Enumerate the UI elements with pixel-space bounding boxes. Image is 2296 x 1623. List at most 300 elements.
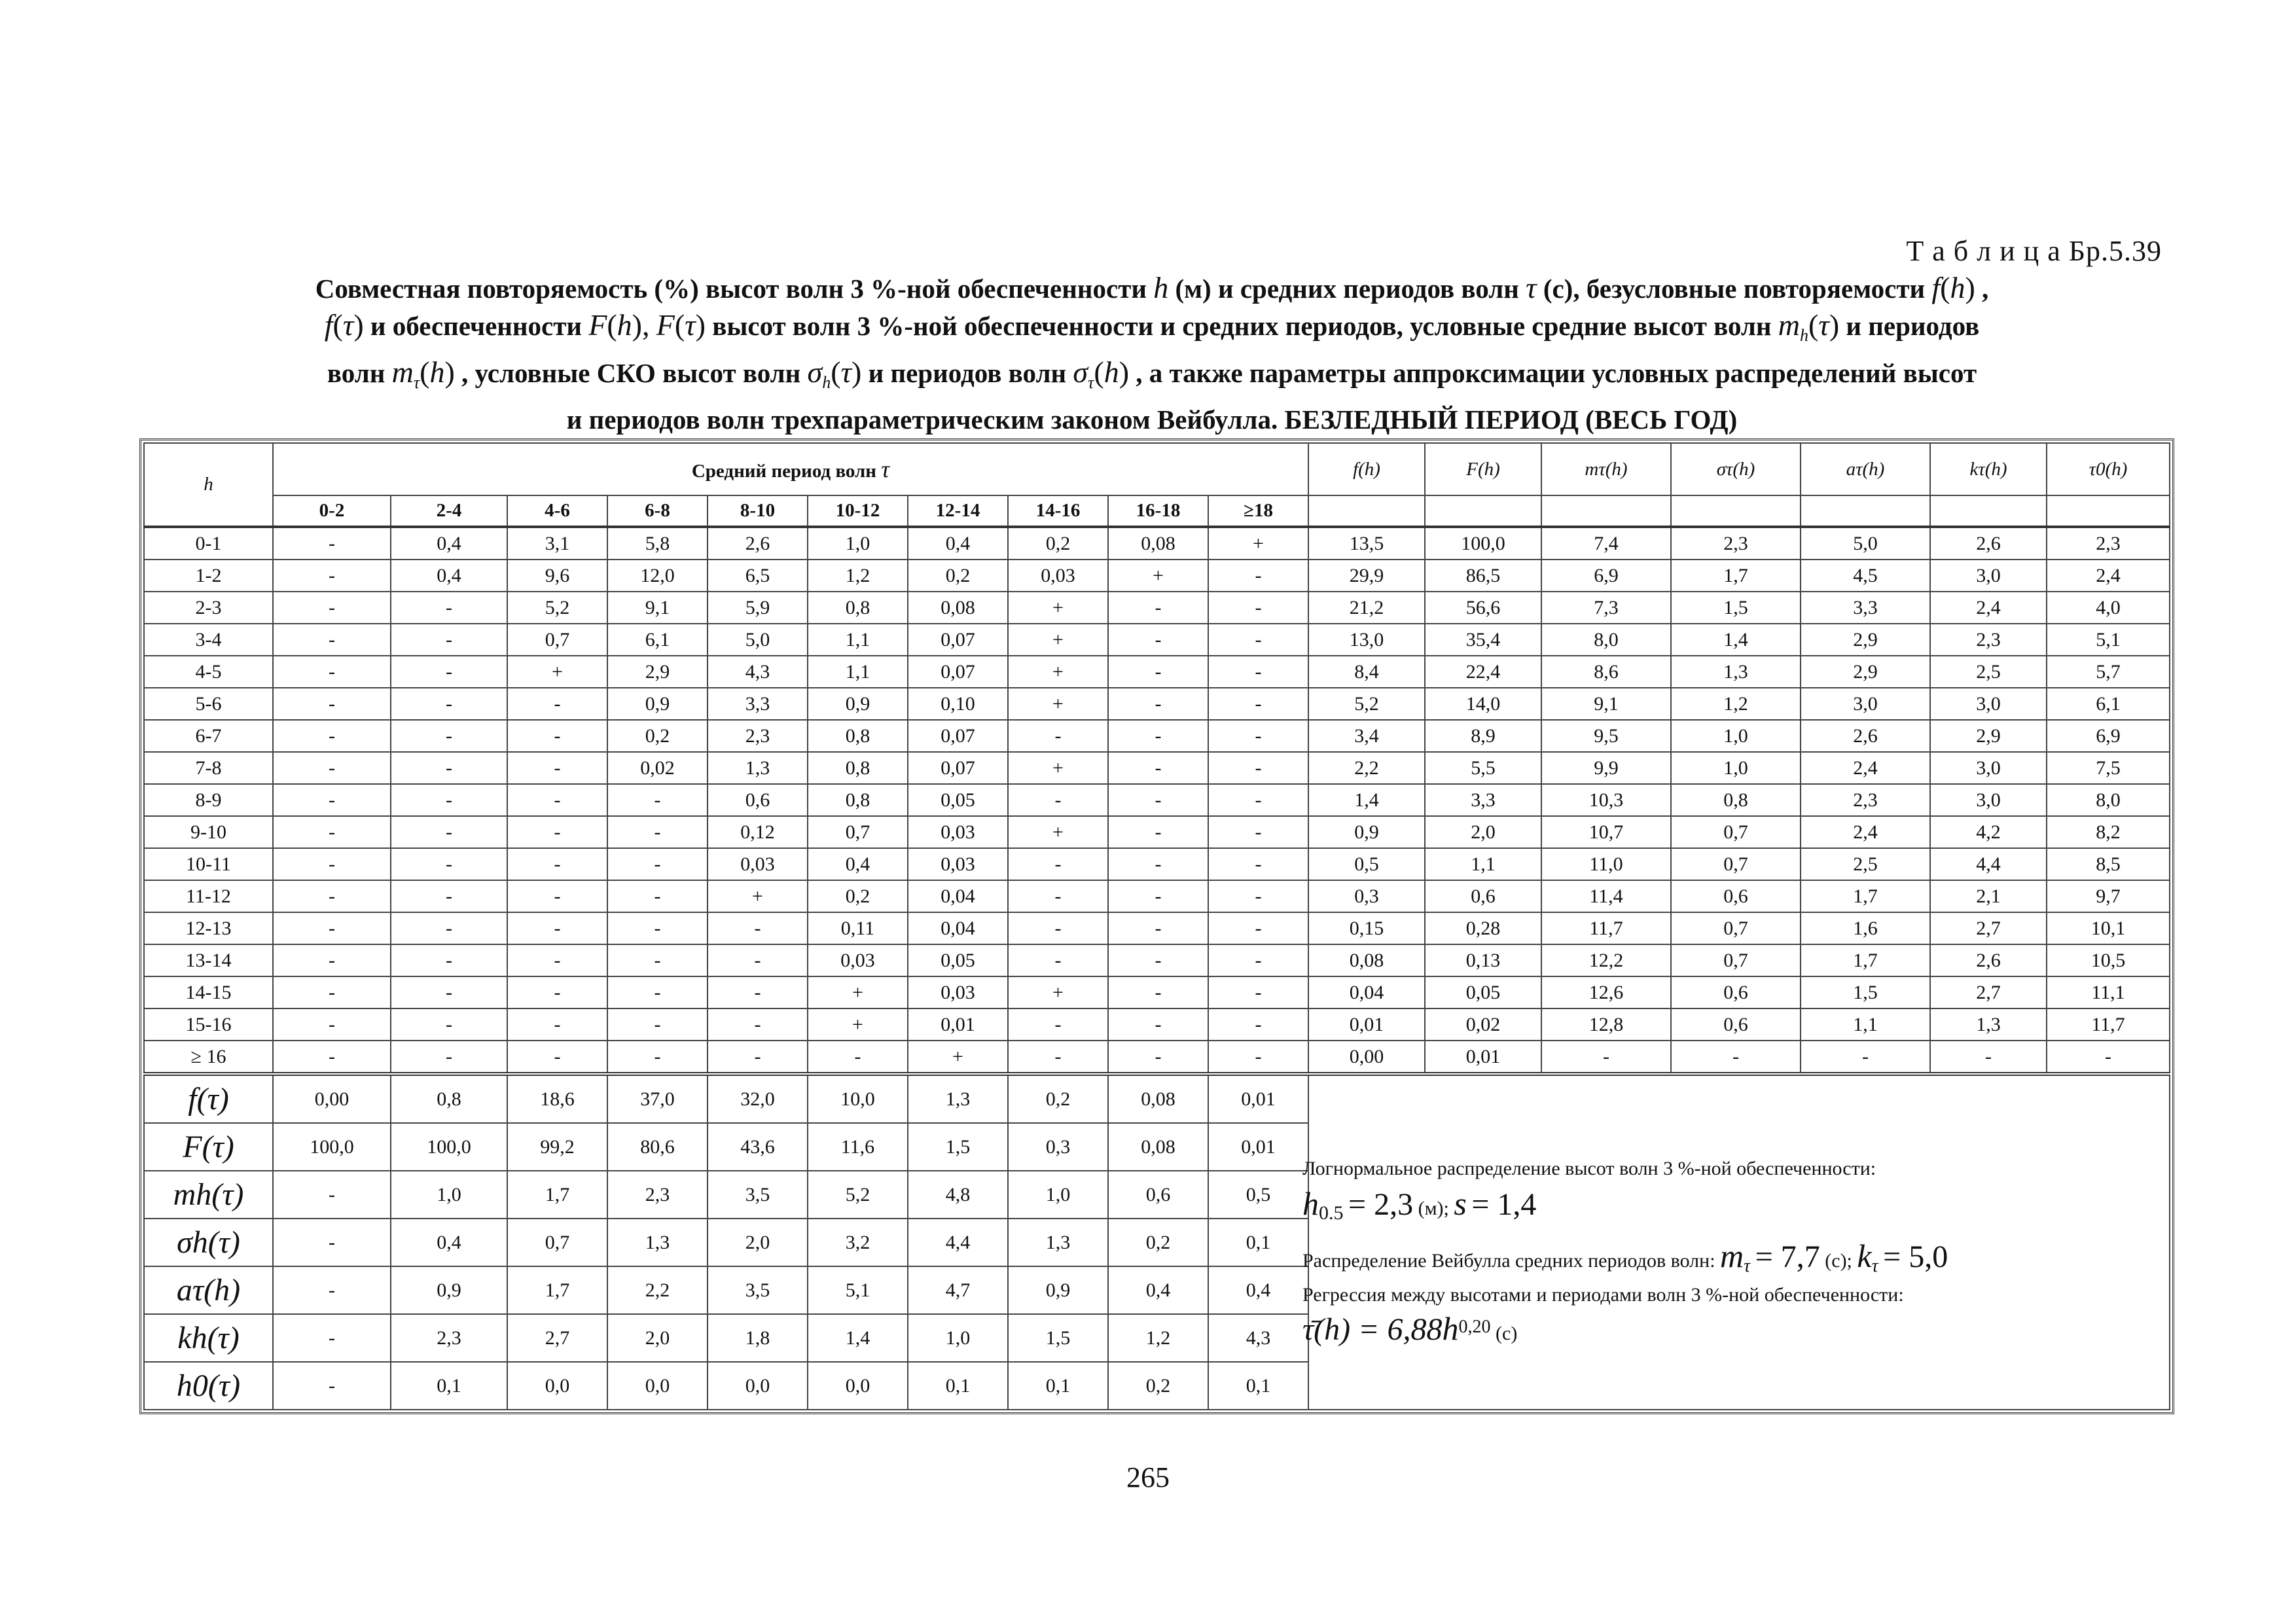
stat-cell: 11,4 [1541, 880, 1671, 912]
freq-cell: - [507, 1041, 607, 1074]
symbol-f-h: f [1931, 271, 1941, 304]
row-h-label: 5-6 [144, 688, 273, 720]
symbol-tau: τ [1526, 271, 1537, 304]
stat-cell: 5,0 [1801, 527, 1930, 560]
stat-cell: 9,9 [1541, 752, 1671, 784]
summary-cell: 4,7 [908, 1266, 1008, 1314]
period-col-4: 8-10 [708, 495, 808, 527]
freq-cell: 12,0 [607, 560, 708, 592]
stat-cell: 2,1 [1930, 880, 2047, 912]
stat-cell: 3,0 [1801, 688, 1930, 720]
distribution-parameters [1302, 1079, 2147, 1419]
summary-cell: 0,00 [273, 1074, 391, 1123]
freq-cell: + [708, 880, 808, 912]
summary-cell: 80,6 [607, 1123, 708, 1171]
freq-cell: - [507, 912, 607, 944]
freq-cell: - [273, 560, 391, 592]
stat-cell: 2,7 [1930, 976, 2047, 1008]
row-h-label: 3-4 [144, 624, 273, 656]
summary-cell: 0,9 [391, 1266, 507, 1314]
freq-cell: 1,1 [808, 656, 908, 688]
freq-cell: - [391, 1008, 507, 1041]
freq-cell: - [708, 1008, 808, 1041]
freq-cell: - [273, 527, 391, 560]
freq-cell: - [708, 976, 808, 1008]
freq-cell: - [1108, 816, 1208, 848]
summary-cell: 1,2 [1108, 1314, 1208, 1362]
stat-cell: 2,6 [1801, 720, 1930, 752]
freq-cell: - [1108, 624, 1208, 656]
freq-cell: - [607, 912, 708, 944]
stat-header-blank [1308, 495, 1425, 527]
summary-cell: 0,1 [1208, 1362, 1308, 1410]
freq-cell: - [507, 944, 607, 976]
stat-cell: - [1541, 1041, 1671, 1074]
summary-cell: - [273, 1219, 391, 1266]
stat-cell: 3,0 [1930, 688, 2047, 720]
summary-cell: 0,1 [1008, 1362, 1108, 1410]
freq-cell: - [391, 752, 507, 784]
summary-cell: 3,5 [708, 1171, 808, 1219]
table-row [144, 592, 2170, 624]
stat-cell: 3,0 [1930, 784, 2047, 816]
summary-cell: - [273, 1362, 391, 1410]
freq-cell: 0,2 [908, 560, 1008, 592]
summary-cell: 4,4 [908, 1219, 1008, 1266]
stat-cell: 0,3 [1308, 880, 1425, 912]
summary-cell: 0,9 [1008, 1266, 1108, 1314]
summary-cell: 1,4 [808, 1314, 908, 1362]
stat-cell: 11,7 [1541, 912, 1671, 944]
stat-cell: 11,1 [2047, 976, 2170, 1008]
freq-cell: - [1208, 944, 1308, 976]
freq-cell: 0,03 [908, 976, 1008, 1008]
freq-cell: - [1008, 1008, 1108, 1041]
freq-cell: - [1208, 976, 1308, 1008]
freq-cell: - [273, 944, 391, 976]
freq-cell: 0,07 [908, 720, 1008, 752]
row-h-label: 11-12 [144, 880, 273, 912]
summary-cell: 0,01 [1208, 1074, 1308, 1123]
row-h-label: 13-14 [144, 944, 273, 976]
freq-cell: - [273, 880, 391, 912]
period-col-8: 16-18 [1108, 495, 1208, 527]
row-h-label: 14-15 [144, 976, 273, 1008]
freq-cell: 0,04 [908, 880, 1008, 912]
stat-cell: 2,9 [1801, 624, 1930, 656]
stat-cell: 12,8 [1541, 1008, 1671, 1041]
table-row [144, 624, 2170, 656]
summary-cell: 0,4 [391, 1219, 507, 1266]
summary-cell: 1,3 [607, 1219, 708, 1266]
freq-cell: - [507, 848, 607, 880]
stat-cell: 2,0 [1425, 816, 1541, 848]
stat-cell: 10,7 [1541, 816, 1671, 848]
freq-cell: - [391, 720, 507, 752]
stat-cell: 4,5 [1801, 560, 1930, 592]
freq-cell: - [607, 944, 708, 976]
freq-cell: 0,01 [908, 1008, 1008, 1041]
stat-cell: 11,7 [2047, 1008, 2170, 1041]
freq-cell: 0,4 [391, 527, 507, 560]
summary-cell: 0,7 [507, 1219, 607, 1266]
freq-cell: - [1108, 656, 1208, 688]
freq-cell: - [1108, 592, 1208, 624]
freq-cell: - [1208, 624, 1308, 656]
summary-label: f(τ) [144, 1074, 273, 1123]
freq-cell: + [1008, 592, 1108, 624]
freq-cell: 0,07 [908, 656, 1008, 688]
stat-cell: 2,6 [1930, 527, 2047, 560]
period-header-row [144, 495, 2170, 527]
freq-cell: - [1008, 944, 1108, 976]
summary-cell: 3,2 [808, 1219, 908, 1266]
stat-cell: 9,5 [1541, 720, 1671, 752]
stat-cell: 1,7 [1671, 560, 1801, 592]
stat-cell: 0,7 [1671, 944, 1801, 976]
summary-cell: 5,1 [808, 1266, 908, 1314]
caption-line-2: f(τ) и обеспеченности F(h), F(τ) высот волн 3 %-ной обеспеченности и средних периодов, условные средние высот волн $m_h(\tau)$ и периодов [324, 308, 1980, 346]
summary-cell: 32,0 [708, 1074, 808, 1123]
freq-cell: + [808, 976, 908, 1008]
stat-cell: 3,0 [1930, 752, 2047, 784]
freq-cell: + [808, 1008, 908, 1041]
row-h-label: 15-16 [144, 1008, 273, 1041]
stat-cell: 0,8 [1671, 784, 1801, 816]
table-caption [151, 270, 2153, 438]
table-row [144, 688, 2170, 720]
summary-cell: 37,0 [607, 1074, 708, 1123]
summary-cell: 0,8 [391, 1074, 507, 1123]
stat-cell: 2,4 [2047, 560, 2170, 592]
summary-cell: 0,3 [1008, 1123, 1108, 1171]
stat-cell: 1,4 [1308, 784, 1425, 816]
stat-cell: 5,1 [2047, 624, 2170, 656]
stat-cell: 3,3 [1801, 592, 1930, 624]
freq-cell: 0,02 [607, 752, 708, 784]
caption-line-1: Совместная повторяемость (%) высот волн 3 %-ной обеспеченности h (м) и средних периодов волн τ (с), безусловные повторяемости f(h) , [315, 271, 1989, 304]
freq-cell: - [607, 1041, 708, 1074]
freq-cell: - [1008, 848, 1108, 880]
header-F-h: F(h) [1425, 443, 1541, 495]
stat-cell: 7,3 [1541, 592, 1671, 624]
freq-cell: - [391, 912, 507, 944]
summary-label: σh(τ) [144, 1219, 273, 1266]
freq-cell: + [908, 1041, 1008, 1074]
table-row [144, 1008, 2170, 1041]
freq-cell: - [507, 720, 607, 752]
stat-cell: 0,7 [1671, 848, 1801, 880]
freq-cell: - [1108, 976, 1208, 1008]
stat-cell: 8,4 [1308, 656, 1425, 688]
stat-cell: 5,5 [1425, 752, 1541, 784]
freq-cell: 0,8 [808, 720, 908, 752]
summary-cell: 0,0 [808, 1362, 908, 1410]
regression-title: Регрессия между высотами и периодами волн 3 %-ной обеспеченности: [1302, 1284, 1904, 1306]
stat-cell: 9,1 [1541, 688, 1671, 720]
stat-cell: 2,5 [1801, 848, 1930, 880]
freq-cell: 1,1 [808, 624, 908, 656]
stat-header-blank [1425, 495, 1541, 527]
stat-cell: 2,4 [1801, 816, 1930, 848]
summary-cell: 4,8 [908, 1171, 1008, 1219]
summary-cell: 0,2 [1008, 1074, 1108, 1123]
freq-cell: - [1208, 1008, 1308, 1041]
header-a-tau-h: aτ(h) [1801, 443, 1930, 495]
freq-cell: - [1008, 912, 1108, 944]
freq-cell: - [1208, 752, 1308, 784]
lognorm-title: Логнормальное распределение высот волн 3 %-ной обеспеченности: [1302, 1158, 1876, 1179]
stat-cell: 0,08 [1308, 944, 1425, 976]
freq-cell: 9,6 [507, 560, 607, 592]
stat-cell: 0,9 [1308, 816, 1425, 848]
freq-cell: 0,6 [708, 784, 808, 816]
stat-cell: 12,2 [1541, 944, 1671, 976]
freq-cell: 5,2 [507, 592, 607, 624]
summary-cell: 1,7 [507, 1266, 607, 1314]
stat-cell: 14,0 [1425, 688, 1541, 720]
summary-cell: 0,1 [391, 1362, 507, 1410]
freq-cell: 9,1 [607, 592, 708, 624]
freq-cell: 5,8 [607, 527, 708, 560]
freq-cell: + [1008, 624, 1108, 656]
stat-cell: 86,5 [1425, 560, 1541, 592]
freq-cell: 0,03 [708, 848, 808, 880]
summary-label: F(τ) [144, 1123, 273, 1171]
freq-cell: - [607, 880, 708, 912]
freq-cell: - [391, 624, 507, 656]
stat-cell: 2,5 [1930, 656, 2047, 688]
stat-cell: 2,9 [1930, 720, 2047, 752]
freq-cell: 0,04 [908, 912, 1008, 944]
freq-cell: - [1208, 592, 1308, 624]
period-col-1: 2-4 [391, 495, 507, 527]
freq-cell: - [1008, 720, 1108, 752]
stat-cell: 1,0 [1671, 752, 1801, 784]
freq-cell: - [1208, 656, 1308, 688]
stat-cell: 4,4 [1930, 848, 2047, 880]
freq-cell: 0,05 [908, 784, 1008, 816]
row-h-label: 12-13 [144, 912, 273, 944]
stat-cell: - [2047, 1041, 2170, 1074]
stat-cell: 10,3 [1541, 784, 1671, 816]
stat-cell: 13,0 [1308, 624, 1425, 656]
table-row [144, 656, 2170, 688]
table-row [144, 784, 2170, 816]
freq-cell: - [273, 976, 391, 1008]
freq-cell: 2,3 [708, 720, 808, 752]
freq-cell: - [1008, 880, 1108, 912]
stat-header-blank [1801, 495, 1930, 527]
caption-line-4: и периодов волн трехпараметрическим законом Вейбулла. БЕЗЛЕДНЫЙ ПЕРИОД (ВЕСЬ ГОД) [566, 404, 1738, 435]
freq-cell: 4,3 [708, 656, 808, 688]
row-h-label: 0-1 [144, 527, 273, 560]
header-sigma-tau-h: στ(h) [1671, 443, 1801, 495]
stat-cell: 3,0 [1930, 560, 2047, 592]
stat-cell: 0,5 [1308, 848, 1425, 880]
table-row [144, 720, 2170, 752]
stat-cell: 11,0 [1541, 848, 1671, 880]
freq-cell: - [507, 688, 607, 720]
stat-cell: 0,13 [1425, 944, 1541, 976]
summary-cell: 1,8 [708, 1314, 808, 1362]
freq-cell: - [1108, 720, 1208, 752]
freq-cell: 0,07 [908, 624, 1008, 656]
freq-cell: + [1008, 688, 1108, 720]
freq-cell: - [391, 848, 507, 880]
stat-cell: 1,1 [1801, 1008, 1930, 1041]
summary-cell: 2,2 [607, 1266, 708, 1314]
stat-cell: 2,9 [1801, 656, 1930, 688]
stat-cell: 8,5 [2047, 848, 2170, 880]
summary-label: aτ(h) [144, 1266, 273, 1314]
freq-cell: 0,8 [808, 752, 908, 784]
summary-cell: 2,7 [507, 1314, 607, 1362]
freq-cell: 0,4 [391, 560, 507, 592]
freq-cell: - [1208, 880, 1308, 912]
stat-cell: 29,9 [1308, 560, 1425, 592]
stat-cell: 35,4 [1425, 624, 1541, 656]
summary-cell: 3,5 [708, 1266, 808, 1314]
freq-cell: - [507, 816, 607, 848]
stat-cell: 1,0 [1671, 720, 1801, 752]
freq-cell: - [607, 848, 708, 880]
summary-cell: 0,0 [708, 1362, 808, 1410]
header-m-tau-h: mτ(h) [1541, 443, 1671, 495]
stat-cell: 10,1 [2047, 912, 2170, 944]
header-k-tau-h: kτ(h) [1930, 443, 2047, 495]
table-row [144, 912, 2170, 944]
stat-cell: 6,9 [1541, 560, 1671, 592]
row-h-label: ≥ 16 [144, 1041, 273, 1074]
freq-cell: - [507, 784, 607, 816]
table-row [144, 880, 2170, 912]
row-h-label: 2-3 [144, 592, 273, 624]
freq-cell: 0,2 [1008, 527, 1108, 560]
freq-cell: 0,08 [1108, 527, 1208, 560]
stat-cell: 0,04 [1308, 976, 1425, 1008]
table-row [144, 848, 2170, 880]
stat-cell: 1,1 [1425, 848, 1541, 880]
stat-cell: 0,01 [1425, 1041, 1541, 1074]
header-f-h: f(h) [1308, 443, 1425, 495]
freq-cell: 0,12 [708, 816, 808, 848]
stat-cell: 8,0 [1541, 624, 1671, 656]
freq-cell: - [1208, 560, 1308, 592]
freq-cell: - [708, 944, 808, 976]
freq-cell: - [1208, 848, 1308, 880]
regression-formula: τ̄(h) = $6,88h^{0,20}$ (с) [1302, 1310, 1518, 1347]
summary-cell: 18,6 [507, 1074, 607, 1123]
freq-cell: - [391, 1041, 507, 1074]
summary-cell: 0,2 [1108, 1362, 1208, 1410]
summary-cell: 1,0 [908, 1314, 1008, 1362]
summary-cell: 1,0 [391, 1171, 507, 1219]
freq-cell: 0,07 [908, 752, 1008, 784]
stat-cell: 0,28 [1425, 912, 1541, 944]
stat-header-blank [1671, 495, 1801, 527]
freq-cell: - [1108, 912, 1208, 944]
stat-cell: 8,9 [1425, 720, 1541, 752]
period-col-7: 14-16 [1008, 495, 1108, 527]
freq-cell: 0,03 [808, 944, 908, 976]
stat-cell: 3,3 [1425, 784, 1541, 816]
freq-cell: - [808, 1041, 908, 1074]
freq-cell: - [273, 816, 391, 848]
freq-cell: - [391, 688, 507, 720]
table-row [144, 944, 2170, 976]
stat-cell: 2,4 [1930, 592, 2047, 624]
summary-cell: 2,3 [607, 1171, 708, 1219]
freq-cell: + [1008, 656, 1108, 688]
freq-cell: - [273, 592, 391, 624]
lognorm-params: $h_{0.5} = 2,3$ (м); s = 1,4 [1302, 1185, 1537, 1224]
stat-cell: 2,3 [1930, 624, 2047, 656]
stat-cell: 1,3 [1930, 1008, 2047, 1041]
stat-header-blank [2047, 495, 2170, 527]
stat-cell: - [1801, 1041, 1930, 1074]
header-period-group: Средний период волн τ [273, 443, 1308, 495]
page-number: 265 [1126, 1461, 1170, 1493]
stat-cell: 10,5 [2047, 944, 2170, 976]
freq-cell: 0,4 [808, 848, 908, 880]
freq-cell: - [391, 816, 507, 848]
freq-cell: 3,1 [507, 527, 607, 560]
stat-cell: 0,6 [1425, 880, 1541, 912]
summary-cell: 2,0 [708, 1219, 808, 1266]
freq-cell: 0,03 [1008, 560, 1108, 592]
summary-cell: 0,08 [1108, 1074, 1208, 1123]
stat-cell: 2,3 [1671, 527, 1801, 560]
stat-cell: 0,02 [1425, 1008, 1541, 1041]
freq-cell: - [391, 784, 507, 816]
freq-cell: 0,05 [908, 944, 1008, 976]
row-h-label: 8-9 [144, 784, 273, 816]
summary-cell: 1,7 [507, 1171, 607, 1219]
freq-cell: 0,2 [607, 720, 708, 752]
symbol-h: h [1153, 271, 1169, 304]
freq-cell: - [391, 592, 507, 624]
summary-cell: 1,5 [1008, 1314, 1108, 1362]
freq-cell: - [273, 656, 391, 688]
stat-cell: 2,4 [1801, 752, 1930, 784]
freq-cell: - [391, 944, 507, 976]
period-col-0: 0-2 [273, 495, 391, 527]
stat-cell: 1,2 [1671, 688, 1801, 720]
table-row [144, 752, 2170, 784]
stat-cell: 0,01 [1308, 1008, 1425, 1041]
summary-cell: 100,0 [391, 1123, 507, 1171]
summary-cell: 0,2 [1108, 1219, 1208, 1266]
freq-cell: 0,4 [908, 527, 1008, 560]
table-row [144, 527, 2170, 560]
freq-cell: - [507, 880, 607, 912]
freq-cell: 0,8 [808, 784, 908, 816]
summary-cell: 10,0 [808, 1074, 908, 1123]
summary-cell: 4,3 [1208, 1314, 1308, 1362]
stat-cell: - [1671, 1041, 1801, 1074]
freq-cell: - [708, 1041, 808, 1074]
freq-cell: 0,03 [908, 816, 1008, 848]
stat-cell: 8,6 [1541, 656, 1671, 688]
stat-cell: 22,4 [1425, 656, 1541, 688]
freq-cell: - [1008, 1041, 1108, 1074]
row-h-label: 10-11 [144, 848, 273, 880]
table-row [144, 560, 2170, 592]
freq-cell: 3,3 [708, 688, 808, 720]
freq-cell: + [1008, 752, 1108, 784]
stat-cell: 1,7 [1801, 880, 1930, 912]
